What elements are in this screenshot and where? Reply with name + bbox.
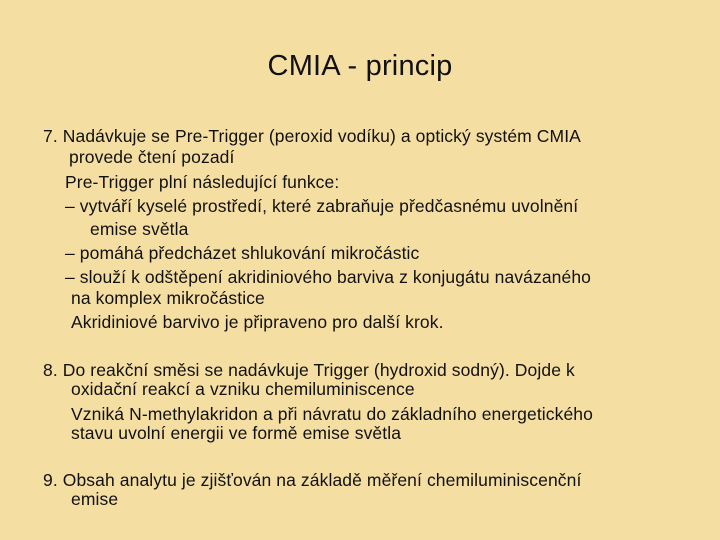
item-7-line-1: 7. Nadávkuje se Pre-Trigger (peroxid vodíku) a optický systém CMIA [43, 126, 581, 146]
item-7-line-7: – slouží k odštěpení akridiniového barviva z konjugátu navázaného [65, 267, 592, 287]
item-8-line-4: stavu uvolní energii ve formě emise světla [71, 423, 402, 443]
item-8-line-1: 8. Do reakční směsi se nadávkuje Trigger (hydroxid sodný). Dojde k [43, 360, 575, 380]
item-8-line-3: Vzniká N-methylakridon a při návratu do základního energetického [71, 404, 593, 424]
item-7-line-6: – pomáhá předcházet shlukování mikročástic [65, 243, 420, 263]
item-7-line-3: Pre-Trigger plní následující funkce: [65, 172, 340, 192]
item-7-line-8: na komplex mikročástice [71, 288, 265, 308]
item-7-line-2: provede čtení pozadí [69, 147, 235, 167]
item-7-line-9: Akridiniové barvivo je připraveno pro další krok. [71, 312, 444, 332]
slide-title: CMIA - princip [267, 50, 453, 82]
item-9-line-2: emise [71, 489, 119, 509]
item-9-line-1: 9. Obsah analytu je zjišťován na základě měření chemiluminiscenční [43, 470, 582, 490]
item-7-line-4: – vytváří kyselé prostředí, které zabraňuje předčasnému uvolnění [65, 196, 579, 216]
item-7-line-5: emise světla [90, 219, 189, 239]
item-8-line-2: oxidační reakcí a vzniku chemiluminiscence [71, 379, 415, 399]
